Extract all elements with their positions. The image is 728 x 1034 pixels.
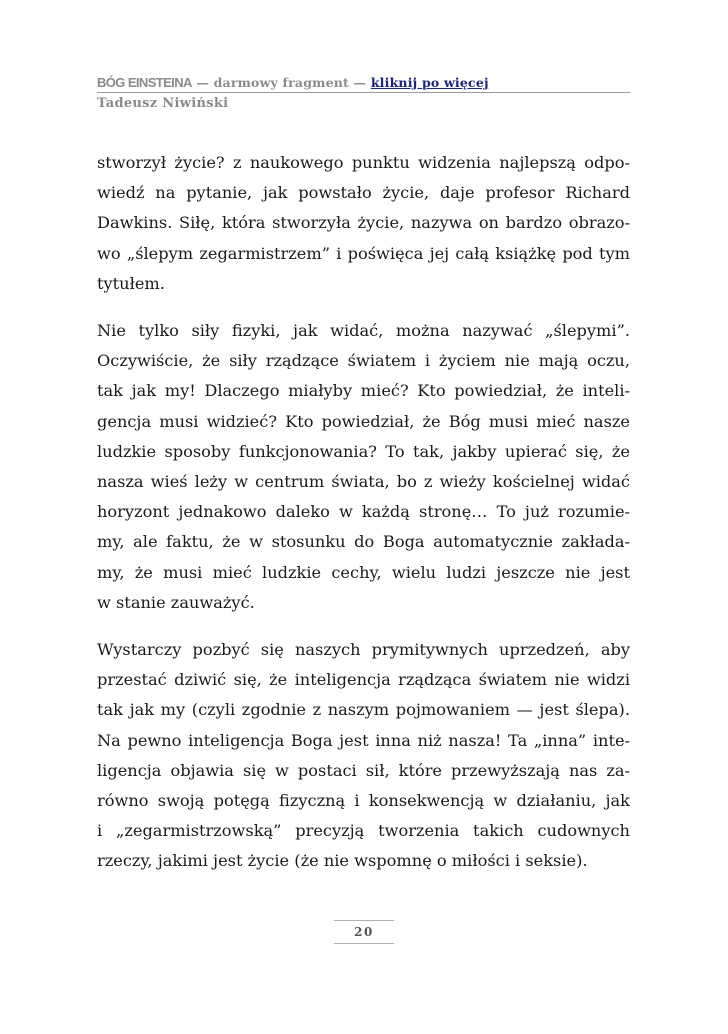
text-line: Dawkins. Siłę, która stworzyła życie, nazywa on bardzo obrazo- [97,213,630,233]
text-line: nasza wieś leży w centrum świata, bo z wieży kościelnej widać [97,472,630,492]
text-line: Wystarczy pozbyć się naszych prymitywnych uprzedzeń, aby [97,640,630,660]
text-line: my, ale faktu, że w stosunku do Boga automatycznie zakłada- [97,532,630,552]
fragment-label: darmowy fragment [213,75,349,90]
author-name: Tadeusz Niwiński [97,96,229,111]
text-line: stworzył życie? z naukowego punktu widzenia najlepszą odpo- [97,153,630,172]
text-line: przestać dziwić się, że inteligencja rządząca światem nie widzi [97,670,630,690]
footer-divider [334,943,394,944]
text-line: tak jak my (czyli zgodnie z naszym pojmowaniem — jest ślepa). [97,700,630,720]
book-title: BÓG EINSTEINA [97,75,192,90]
header-separator: — [191,75,214,90]
text-line: równo swoją potęgą fizyczną i konsekwencją w działaniu, jak [97,791,630,811]
header-title-line [97,74,630,91]
text-line: gencja musi widzieć? Kto powiedział, że Bóg musi mieć nasze [97,411,630,431]
paragraph [97,316,630,618]
text-line: Nie tylko siły fizyki, jak widać, można nazywać „ślepymi”. [97,321,630,341]
text-line: ludzkie sposoby funkcjonowania? To tak, jakby upierać się, że [97,441,630,461]
text-line: wo „ślepym zegarmistrzem” i poświęca jej całą książkę pod tym [97,243,630,263]
text-line: i „zegarmistrzowską” precyzją tworzenia takich cudownych [97,821,630,841]
text-line: ligencja objawia się w postaci sił, które przewyższają nas za- [97,760,630,780]
text-line: my, że musi mieć ludzkie cechy, wielu ludzi jeszcze nie jest [97,562,630,582]
paragraph [97,635,630,877]
text-line: Na pewno inteligencja Boga jest inna niż nasza! Ta „inna” inte- [97,730,630,750]
text-line: Oczywiście, że siły rządzące światem i życiem nie mają oczu, [97,351,630,371]
page-number: 20 [354,925,374,939]
text-line: w stanie zauważyć. [97,592,255,612]
more-link[interactable]: kliknij po więcej [370,75,489,90]
text-line: rzeczy, jakimi jest życie (że nie wspomnę o miłości i seksie). [97,851,588,871]
header-separator: — [349,75,371,90]
page-footer [334,920,394,944]
text-line: horyzont jednakowo daleko w każdą stronę… To już rozumie- [97,502,630,522]
text-line: tytułem. [97,273,165,293]
text-line: wiedź na pytanie, jak powstało życie, daje profesor Richard [97,183,630,203]
body-text [97,148,630,894]
page-header [97,74,630,112]
header-divider [97,92,630,93]
text-line: tak jak my! Dlaczego miałyby mieć? Kto powiedział, że inteli- [97,381,630,401]
paragraph [97,148,630,299]
